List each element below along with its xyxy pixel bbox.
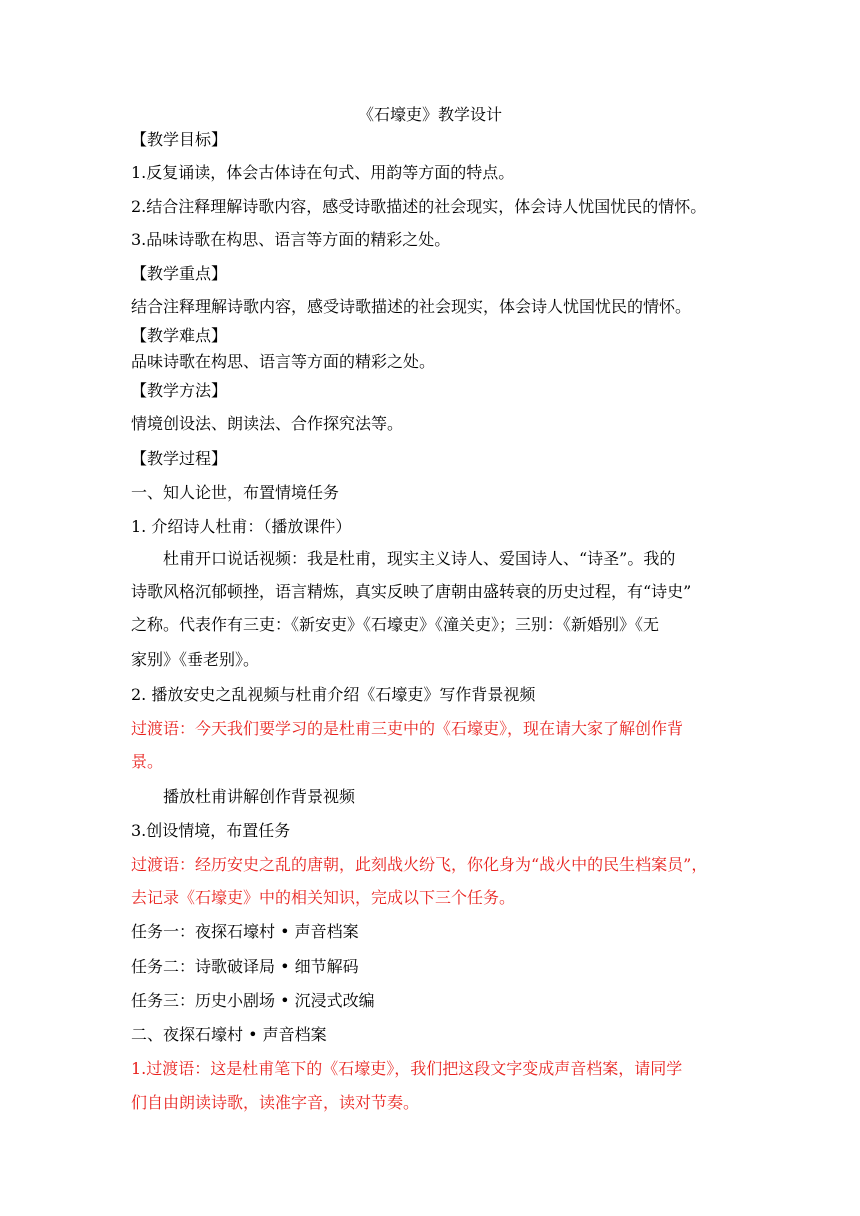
paragraph: 3.品味诗歌在构思、语言等方面的精彩之处。	[131, 230, 451, 249]
heading-key-points: 【教学重点】	[131, 264, 228, 283]
paragraph: 诗歌风格沉郁顿挫，语言精炼，真实反映了唐朝由盛转衰的历史过程，有“诗史”	[131, 582, 692, 601]
document-title: 《石壕吏》教学设计	[357, 105, 502, 124]
section-heading: 一、知人论世，布置情境任务	[131, 483, 340, 502]
transition-text: 景。	[131, 752, 164, 771]
paragraph: 杜甫开口说话视频：我是杜甫，现实主义诗人、爱国诗人、“诗圣”。我的	[163, 549, 676, 568]
list-item: 1. 介绍诗人杜甫：（播放课件）	[131, 517, 352, 536]
paragraph: 家别》《垂老别》。	[131, 650, 260, 669]
section-heading: 二、夜探石壕村 • 声音档案	[131, 1025, 327, 1044]
heading-process: 【教学过程】	[131, 449, 228, 468]
list-item: 3.创设情境，布置任务	[131, 821, 291, 840]
list-item: 2. 播放安史之乱视频与杜甫介绍《石壕吏》写作背景视频	[131, 685, 536, 704]
paragraph: 之称。代表作有三吏：《新安吏》《石壕吏》《潼关吏》；三别：《新婚别》《无	[131, 615, 660, 634]
paragraph: 2.结合注释理解诗歌内容，感受诗歌描述的社会现实，体会诗人忧国忧民的情怀。	[131, 197, 707, 216]
paragraph: 播放杜甫讲解创作背景视频	[163, 787, 356, 806]
task-item: 任务一：夜探石壕村 • 声音档案	[131, 922, 359, 941]
paragraph: 结合注释理解诗歌内容，感受诗歌描述的社会现实，体会诗人忧国忧民的情怀。	[131, 297, 692, 316]
paragraph: 情境创设法、朗读法、合作探究法等。	[131, 414, 404, 433]
heading-difficulties: 【教学难点】	[131, 326, 228, 345]
transition-text: 1.过渡语：这是杜甫笔下的《石壕吏》，我们把这段文字变成声音档案，请同学	[131, 1059, 683, 1078]
transition-text: 去记录《石壕吏》中的相关知识，完成以下三个任务。	[131, 888, 516, 907]
heading-methods: 【教学方法】	[131, 381, 228, 400]
paragraph: 1.反复诵读，体会古体诗在句式、用韵等方面的特点。	[131, 163, 515, 182]
transition-text: 过渡语：今天我们要学习的是杜甫三吏中的《石壕吏》，现在请大家了解创作背	[131, 719, 684, 738]
transition-text: 们自由朗读诗歌，读准字音，读对节奏。	[131, 1093, 420, 1112]
transition-text: 过渡语：经历安史之乱的唐朝，此刻战火纷飞，你化身为“战火中的民生档案员”，	[131, 855, 708, 874]
task-item: 任务三：历史小剧场 • 沉浸式改编	[131, 991, 375, 1010]
paragraph: 品味诗歌在构思、语言等方面的精彩之处。	[131, 352, 436, 371]
heading-objectives: 【教学目标】	[131, 130, 228, 149]
task-item: 任务二：诗歌破译局 • 细节解码	[131, 957, 359, 976]
